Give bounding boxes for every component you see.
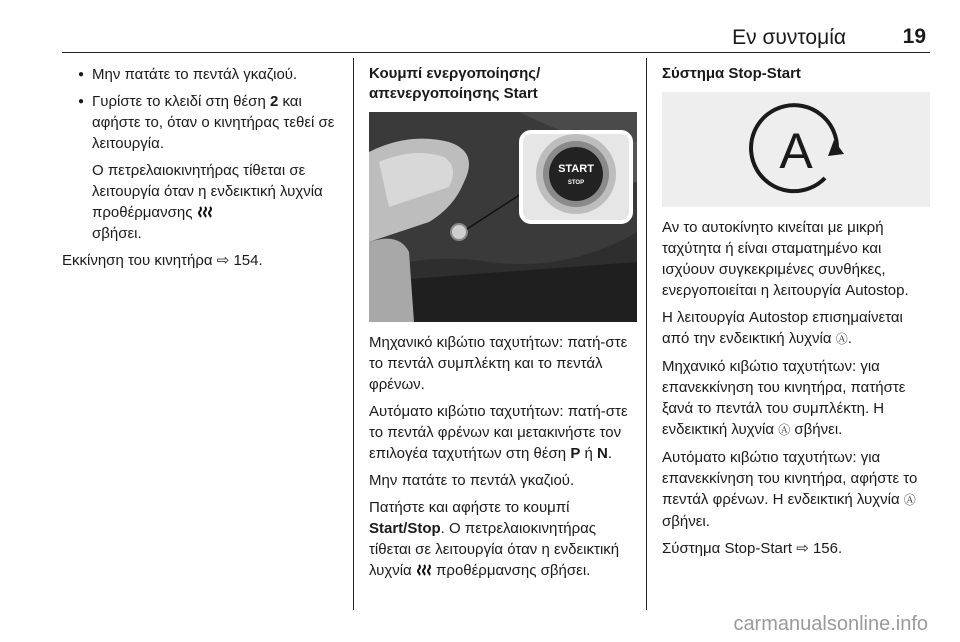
paragraph xyxy=(662,447,930,532)
paragraph-text: προθέρμανσης σβήσει. xyxy=(431,562,591,579)
autostop-small-icon: Ⓐ xyxy=(903,493,916,507)
paragraph-text: Αυτόματο κιβώτιο ταχυτήτων: πατή-στε το πεντάλ φρένων και μετακινήστε τον επιλογέα ταχυτήτων στη θέση xyxy=(369,403,628,462)
paragraph-text: σβήνει. xyxy=(662,513,710,530)
paragraph: Μην πατάτε το πεντάλ γκαζιού. xyxy=(369,472,575,489)
bullet-text: και αφήστε το, όταν ο κινητήρας τεθεί σε λειτουργία. xyxy=(92,93,335,152)
paragraph xyxy=(662,356,930,441)
paragraph-text: Η λειτουργία Autostop επισημαίνεται από την ενδεικτική λυχνία xyxy=(662,309,903,347)
paragraph-text: σβήνει. xyxy=(790,421,843,438)
column-divider-2 xyxy=(646,58,647,610)
stop-label: STOP xyxy=(567,180,585,186)
bullet-text: Γυρίστε το κλειδί στη θέση xyxy=(92,93,270,110)
button-name: Start/Stop xyxy=(369,520,441,537)
cross-reference xyxy=(62,250,350,271)
page-ref-arrow-icon: ⇨ xyxy=(216,252,230,269)
paragraph-text: Μηχανικό κιβώτιο ταχυτήτων: για επανεκκίνηση του κινητήρα, πατήστε ξανά το πεντάλ του συμπλέκτη. Η ενδεικτική λυχνία xyxy=(662,358,906,438)
section-heading: Κουμπί ενεργοποίησης/ απενεργοποίησης Start xyxy=(369,65,541,102)
page-number: 19 xyxy=(902,25,926,48)
column-1 xyxy=(62,64,350,277)
paragraph: Αν το αυτοκίνητο κινείται με μικρή ταχύτητα ή είναι σταματημένο και ισχύουν συγκεκριμένες συνθήκες, ενεργοποιείται η λειτουργία Autostop. xyxy=(662,219,909,299)
note-text: Ο πετρελαιοκινητήρας τίθεται σε λειτουργία όταν η ενδεικτική λυχνία προθέρμανσης xyxy=(92,162,323,221)
autostop-small-icon: Ⓐ xyxy=(835,332,848,346)
paragraph-text: . xyxy=(607,445,613,462)
paragraph-text: . xyxy=(847,330,852,347)
indented-note xyxy=(62,160,350,244)
column-divider-1 xyxy=(353,58,354,610)
paragraph-text: ή xyxy=(580,445,598,462)
paragraph-text: Πατήστε και αφήστε το κουμπί xyxy=(369,499,570,516)
gear-position: N xyxy=(597,445,608,462)
watermark: carmanualsonline.info xyxy=(733,613,928,635)
reference-text: Εκκίνηση του κινητήρα xyxy=(62,252,217,269)
page-header xyxy=(62,26,930,52)
autostop-small-icon: Ⓐ xyxy=(778,423,791,437)
autostop-letter: A xyxy=(779,123,813,179)
page-ref-arrow-icon: ⇨ xyxy=(796,540,809,557)
section-title: Εν συντομία xyxy=(732,26,846,49)
bullet-item xyxy=(62,64,350,85)
page-ref-link[interactable]: 154. xyxy=(233,252,263,269)
key-position: 2 xyxy=(269,93,279,110)
bullet-text: Μην πατάτε το πεντάλ γκαζιού. xyxy=(92,66,298,83)
paragraph xyxy=(662,307,930,350)
paragraph-text: Αυτόματο κιβώτιο ταχυτήτων: για επανεκκίνηση του κινητήρα, αφήστε το πεντάλ φρένων. Η ενδεικτική λυχνία xyxy=(662,449,918,508)
column-3 xyxy=(662,64,930,565)
cross-reference xyxy=(662,538,930,559)
section-heading: Σύστημα Stop-Start xyxy=(662,65,801,82)
preheat-coil-icon xyxy=(416,563,432,577)
start-label: START xyxy=(558,163,594,175)
page-ref-link[interactable]: 156. xyxy=(812,540,843,557)
column-2 xyxy=(369,64,639,587)
start-stop-button-figure xyxy=(369,112,637,322)
bullet-item xyxy=(62,91,350,154)
paragraph: Μηχανικό κιβώτιο ταχυτήτων: πατή-στε το πεντάλ συμπλέκτη και το πεντάλ φρένων. xyxy=(369,334,628,393)
paragraph-text: . Ο πετρελαιοκινητήρας τίθεται σε λειτουργία όταν η ενδεικτική λυχνία xyxy=(369,520,620,579)
autostop-indicator-figure xyxy=(662,92,930,207)
paragraph xyxy=(369,497,639,581)
reference-text: Σύστημα Stop-Start xyxy=(662,540,797,557)
header-rule xyxy=(62,52,930,53)
preheat-coil-icon xyxy=(197,205,213,219)
gear-position: P xyxy=(570,445,581,462)
note-text: σβήσει. xyxy=(92,225,142,242)
paragraph xyxy=(369,401,639,464)
